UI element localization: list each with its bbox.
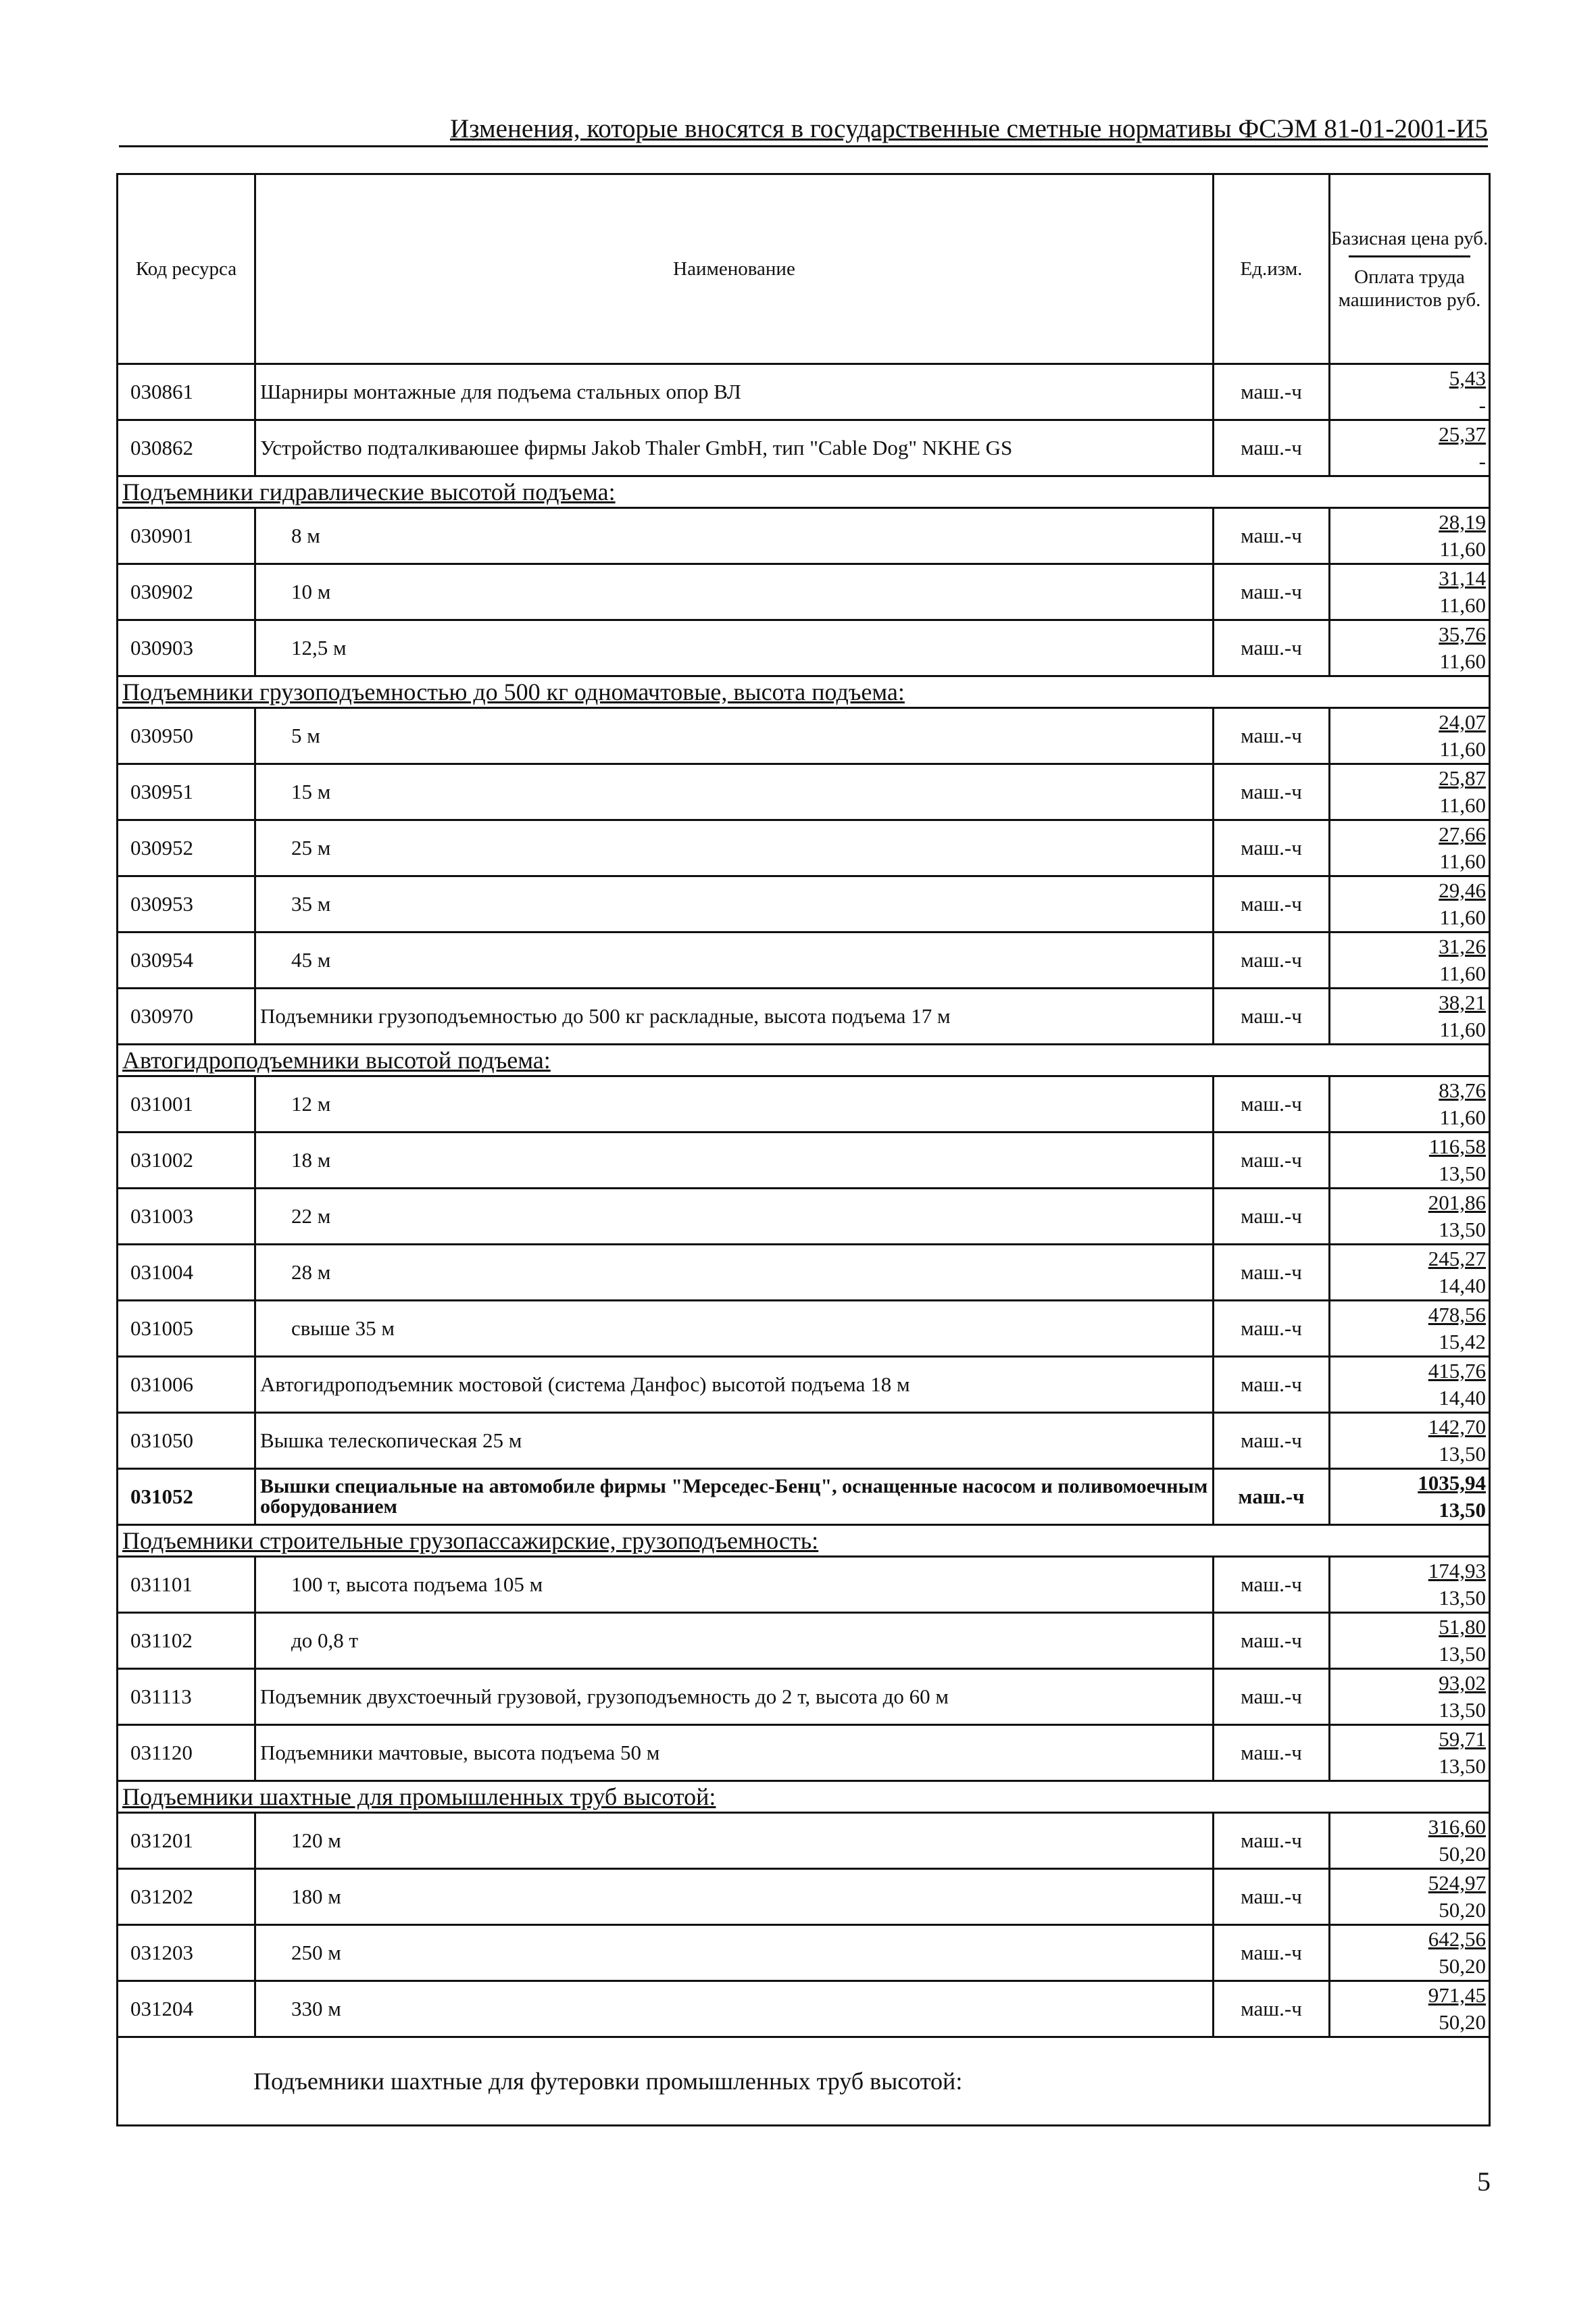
labor-price: 11,60 [1439, 593, 1486, 617]
resource-unit: маш.-ч [1214, 1557, 1330, 1613]
base-price: 1035,94 [1418, 1471, 1486, 1495]
resource-name: Вышки специальные на автомобиле фирмы "Мерседес-Бенц", оснащенные насосом и поливомоечным оборудованием [255, 1469, 1214, 1525]
table-row [118, 1813, 1490, 1869]
resource-unit: маш.-ч [1214, 1357, 1330, 1413]
base-price: 142,70 [1428, 1415, 1486, 1439]
table-row [118, 1869, 1490, 1925]
resource-name: Подъемники мачтовые, высота подъема 50 м [255, 1725, 1214, 1781]
labor-price: 13,50 [1439, 1498, 1486, 1522]
resource-price-cell [1330, 1869, 1490, 1925]
resource-name: 5 м [255, 708, 1214, 764]
resource-unit: маш.-ч [1214, 820, 1330, 876]
page-header [119, 114, 1488, 147]
header-price-labor: Оплата труда машинистов руб. [1338, 266, 1481, 311]
resource-price-cell [1330, 1725, 1490, 1781]
labor-price: - [1478, 393, 1486, 417]
table-row [118, 1925, 1490, 1981]
base-price: 25,37 [1439, 422, 1486, 446]
base-price: 31,14 [1439, 566, 1486, 590]
resource-name: 8 м [255, 508, 1214, 564]
resource-name: до 0,8 т [255, 1613, 1214, 1669]
resource-name: 45 м [255, 932, 1214, 989]
labor-price: 50,20 [1439, 1954, 1486, 1978]
resource-unit: маш.-ч [1214, 620, 1330, 676]
resource-unit: маш.-ч [1214, 564, 1330, 620]
resource-unit: маш.-ч [1214, 1925, 1330, 1981]
labor-price: 13,50 [1439, 1754, 1486, 1778]
resource-code: 031201 [118, 1813, 255, 1869]
resource-price-cell [1330, 1189, 1490, 1245]
base-price: 174,93 [1428, 1559, 1486, 1583]
table-row [118, 876, 1490, 932]
labor-price: 11,60 [1439, 793, 1486, 817]
table-row [118, 620, 1490, 676]
group-row [118, 676, 1490, 708]
resource-code: 031005 [118, 1301, 255, 1357]
resource-unit: маш.-ч [1214, 1669, 1330, 1725]
resource-price-cell [1330, 1413, 1490, 1469]
labor-price: - [1478, 449, 1486, 473]
resource-unit: маш.-ч [1214, 932, 1330, 989]
base-price: 31,26 [1439, 935, 1486, 958]
resource-unit: маш.-ч [1214, 989, 1330, 1045]
resource-price-cell [1330, 420, 1490, 476]
resource-unit: маш.-ч [1214, 508, 1330, 564]
resource-price-cell [1330, 508, 1490, 564]
resource-name: 28 м [255, 1245, 1214, 1301]
table-row [118, 564, 1490, 620]
group-row [118, 1045, 1490, 1076]
labor-price: 11,60 [1439, 537, 1486, 561]
labor-price: 50,20 [1439, 1898, 1486, 1922]
resource-unit: маш.-ч [1214, 1076, 1330, 1132]
base-price: 29,46 [1439, 878, 1486, 902]
table-row [118, 1981, 1490, 2037]
table-row [118, 1245, 1490, 1301]
base-price: 24,07 [1439, 710, 1486, 734]
header-code: Код ресурса [118, 174, 255, 364]
labor-price: 15,42 [1439, 1330, 1486, 1353]
resource-code: 030901 [118, 508, 255, 564]
resource-unit: маш.-ч [1214, 1189, 1330, 1245]
base-price: 478,56 [1428, 1303, 1486, 1326]
resource-code: 031050 [118, 1413, 255, 1469]
resource-code: 030950 [118, 708, 255, 764]
resource-name: 330 м [255, 1981, 1214, 2037]
resource-price-cell [1330, 1613, 1490, 1669]
resource-name: Шарниры монтажные для подъема стальных опор ВЛ [255, 364, 1214, 420]
resource-price-cell [1330, 1132, 1490, 1189]
table-row [118, 820, 1490, 876]
base-price: 59,71 [1439, 1727, 1486, 1751]
table-row [118, 1725, 1490, 1781]
table-row [118, 1669, 1490, 1725]
labor-price: 11,60 [1439, 1018, 1486, 1041]
labor-price: 11,60 [1439, 1105, 1486, 1129]
resource-code: 030952 [118, 820, 255, 876]
resource-code: 031001 [118, 1076, 255, 1132]
resource-code: 031202 [118, 1869, 255, 1925]
resource-price-cell [1330, 1357, 1490, 1413]
resource-unit: маш.-ч [1214, 1245, 1330, 1301]
base-price: 415,76 [1428, 1359, 1486, 1383]
resource-price-cell [1330, 1469, 1490, 1525]
resource-price-cell [1330, 989, 1490, 1045]
base-price: 201,86 [1428, 1191, 1486, 1214]
table-row [118, 364, 1490, 420]
resource-price-cell [1330, 1813, 1490, 1869]
resource-unit: маш.-ч [1214, 1413, 1330, 1469]
resource-code: 031113 [118, 1669, 255, 1725]
resource-price-cell [1330, 932, 1490, 989]
resource-price-cell [1330, 1669, 1490, 1725]
resource-price-cell [1330, 1925, 1490, 1981]
base-price: 116,58 [1428, 1135, 1486, 1158]
resource-code: 030953 [118, 876, 255, 932]
page-number: 5 [1477, 2166, 1491, 2197]
group-cell [118, 476, 1490, 508]
resource-code: 031203 [118, 1925, 255, 1981]
resource-code: 031102 [118, 1613, 255, 1669]
base-price: 524,97 [1428, 1871, 1486, 1895]
base-price: 28,19 [1439, 510, 1486, 534]
table-row [118, 989, 1490, 1045]
labor-price: 13,50 [1439, 1442, 1486, 1466]
resource-name: свыше 35 м [255, 1301, 1214, 1357]
resource-name: 12,5 м [255, 620, 1214, 676]
table-row [118, 1189, 1490, 1245]
group-row [118, 1525, 1490, 1557]
resource-name: 18 м [255, 1132, 1214, 1189]
resource-code: 031101 [118, 1557, 255, 1613]
resource-price-cell [1330, 1981, 1490, 2037]
resource-price-cell [1330, 708, 1490, 764]
group-row [118, 2037, 1490, 2126]
resource-unit: маш.-ч [1214, 1301, 1330, 1357]
resource-name: 250 м [255, 1925, 1214, 1981]
base-price: 971,45 [1428, 1983, 1486, 2007]
header-price-base: Базисная цена руб. [1330, 227, 1489, 249]
labor-price: 13,50 [1439, 1218, 1486, 1241]
table-row [118, 508, 1490, 564]
table-row [118, 1357, 1490, 1413]
labor-price: 50,20 [1439, 1842, 1486, 1866]
page-header-title: Изменения, которые вносятся в государственные сметные нормативы ФСЭМ 81-01-2001-И5 [449, 114, 1488, 143]
base-price: 5,43 [1449, 366, 1486, 390]
resource-code: 030902 [118, 564, 255, 620]
resource-code: 031006 [118, 1357, 255, 1413]
resource-name: 180 м [255, 1869, 1214, 1925]
resource-unit: маш.-ч [1214, 420, 1330, 476]
group-title: Автогидроподъемники высотой подъема: [122, 1047, 551, 1074]
resource-name: 15 м [255, 764, 1214, 820]
base-price: 83,76 [1439, 1078, 1486, 1102]
resource-name: 120 м [255, 1813, 1214, 1869]
resource-unit: маш.-ч [1214, 876, 1330, 932]
base-price: 93,02 [1439, 1671, 1486, 1695]
resource-price-cell [1330, 764, 1490, 820]
resource-code: 031004 [118, 1245, 255, 1301]
header-price [1330, 174, 1490, 364]
resource-price-cell [1330, 1076, 1490, 1132]
table-row [118, 1132, 1490, 1189]
resource-name: 10 м [255, 564, 1214, 620]
labor-price: 14,40 [1439, 1274, 1486, 1297]
resource-unit: маш.-ч [1214, 764, 1330, 820]
resource-code: 030954 [118, 932, 255, 989]
table-header-row [118, 174, 1490, 364]
base-price: 316,60 [1428, 1815, 1486, 1839]
table-row [118, 1557, 1490, 1613]
header-unit: Ед.изм. [1214, 174, 1330, 364]
resource-name: Подъемник двухстоечный грузовой, грузоподъемность до 2 т, высота до 60 м [255, 1669, 1214, 1725]
resource-code: 030861 [118, 364, 255, 420]
group-title: Подъемники строительные грузопассажирские, грузоподъемность: [122, 1527, 819, 1554]
resource-price-cell [1330, 820, 1490, 876]
resource-name: 12 м [255, 1076, 1214, 1132]
group-cell [118, 1781, 1490, 1813]
table-row [118, 1076, 1490, 1132]
labor-price: 11,60 [1439, 649, 1486, 673]
resource-unit: маш.-ч [1214, 1981, 1330, 2037]
labor-price: 11,60 [1439, 962, 1486, 985]
resource-price-cell [1330, 564, 1490, 620]
resource-unit: маш.-ч [1214, 1869, 1330, 1925]
group-row [118, 476, 1490, 508]
table-row [118, 1613, 1490, 1669]
table-row [118, 1469, 1490, 1525]
resource-price-cell [1330, 620, 1490, 676]
group-cell [118, 1525, 1490, 1557]
resource-table [116, 173, 1491, 2126]
resource-code: 031002 [118, 1132, 255, 1189]
resource-code: 031120 [118, 1725, 255, 1781]
labor-price: 50,20 [1439, 2010, 1486, 2034]
resource-name: Подъемники грузоподъемностью до 500 кг раскладные, высота подъема 17 м [255, 989, 1214, 1045]
group-title: Подъемники шахтные для футеровки промышленных труб высотой: [118, 2037, 1490, 2126]
resource-unit: маш.-ч [1214, 1469, 1330, 1525]
resource-unit: маш.-ч [1214, 364, 1330, 420]
resource-code: 031003 [118, 1189, 255, 1245]
base-price: 25,87 [1439, 766, 1486, 790]
table-row [118, 932, 1490, 989]
group-row [118, 1781, 1490, 1813]
resource-code: 031052 [118, 1469, 255, 1525]
labor-price: 13,50 [1439, 1698, 1486, 1722]
resource-code: 030903 [118, 620, 255, 676]
labor-price: 11,60 [1439, 737, 1486, 761]
labor-price: 13,50 [1439, 1162, 1486, 1185]
group-cell [118, 1045, 1490, 1076]
resource-code: 030951 [118, 764, 255, 820]
resource-price-cell [1330, 876, 1490, 932]
resource-unit: маш.-ч [1214, 1725, 1330, 1781]
group-title: Подъемники гидравлические высотой подъема: [122, 478, 616, 505]
base-price: 35,76 [1439, 622, 1486, 646]
resource-unit: маш.-ч [1214, 1132, 1330, 1189]
labor-price: 11,60 [1439, 849, 1486, 873]
resource-unit: маш.-ч [1214, 1813, 1330, 1869]
resource-price-cell [1330, 364, 1490, 420]
base-price: 642,56 [1428, 1927, 1486, 1951]
resource-name: 25 м [255, 820, 1214, 876]
resource-name: Автогидроподъемник мостовой (система Данфос) высотой подъема 18 м [255, 1357, 1214, 1413]
resource-name: 22 м [255, 1189, 1214, 1245]
base-price: 245,27 [1428, 1247, 1486, 1270]
header-price-divider [1349, 255, 1470, 257]
resource-price-cell [1330, 1301, 1490, 1357]
resource-unit: маш.-ч [1214, 708, 1330, 764]
resource-name: 100 т, высота подъема 105 м [255, 1557, 1214, 1613]
labor-price: 13,50 [1439, 1642, 1486, 1666]
labor-price: 11,60 [1439, 905, 1486, 929]
resource-unit: маш.-ч [1214, 1613, 1330, 1669]
table-row [118, 1413, 1490, 1469]
base-price: 51,80 [1439, 1615, 1486, 1639]
group-title: Подъемники шахтные для промышленных труб высотой: [122, 1783, 716, 1810]
resource-price-cell [1330, 1245, 1490, 1301]
table-row [118, 420, 1490, 476]
header-name: Наименование [255, 174, 1214, 364]
resource-name: Вышка телескопическая 25 м [255, 1413, 1214, 1469]
group-title: Подъемники грузоподъемностью до 500 кг одномачтовые, высота подъема: [122, 678, 905, 705]
resource-code: 030862 [118, 420, 255, 476]
resource-name: 35 м [255, 876, 1214, 932]
base-price: 27,66 [1439, 822, 1486, 846]
resource-name: Устройство подталкиваюшее фирмы Jakob Thaler GmbH, тип "Cable Dog" NKHE GS [255, 420, 1214, 476]
table-row [118, 1301, 1490, 1357]
base-price: 38,21 [1439, 991, 1486, 1014]
resource-code: 030970 [118, 989, 255, 1045]
resource-price-cell [1330, 1557, 1490, 1613]
group-cell [118, 676, 1490, 708]
table-row [118, 764, 1490, 820]
table-row [118, 708, 1490, 764]
labor-price: 13,50 [1439, 1586, 1486, 1610]
labor-price: 14,40 [1439, 1386, 1486, 1410]
resource-code: 031204 [118, 1981, 255, 2037]
